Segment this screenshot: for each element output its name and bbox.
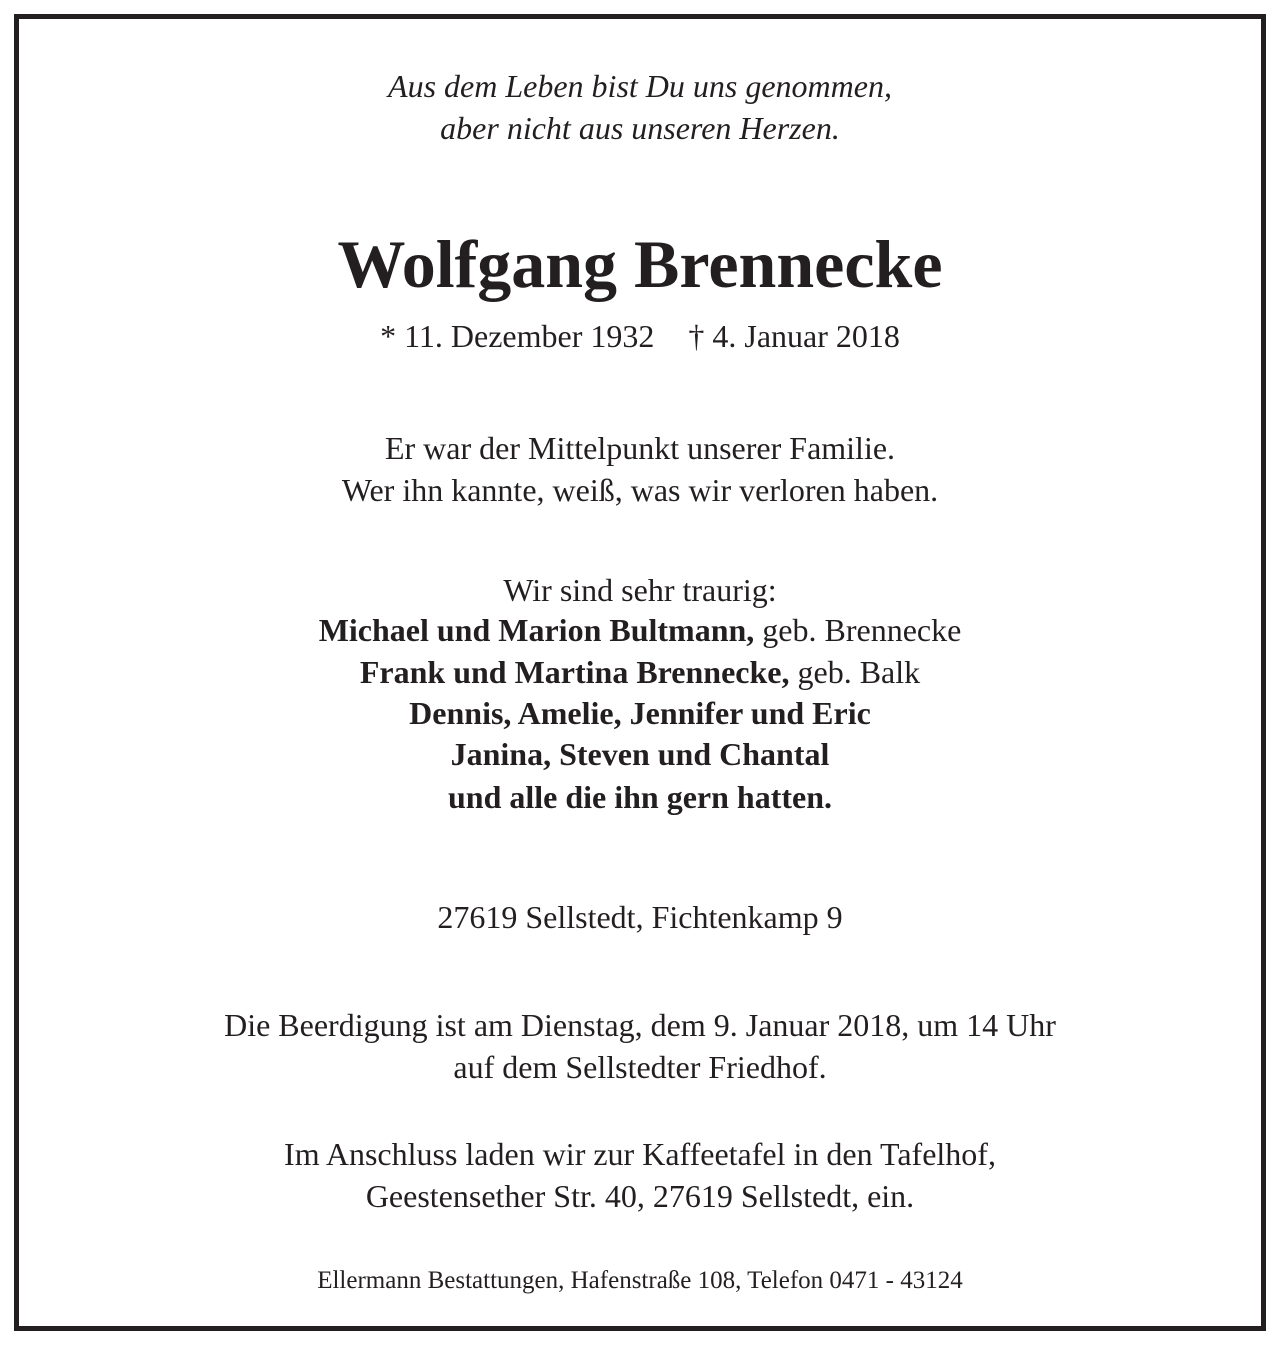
funeral-line-2: auf dem Sellstedter Friedhof. xyxy=(453,1049,827,1085)
mourner-family-1 xyxy=(0,614,1280,646)
family-address: 27619 Sellstedt, Fichtenkamp 9 xyxy=(437,899,843,935)
mourner-family-2-birthname: geb. Balk xyxy=(797,654,921,690)
deceased-name: Wolfgang Brennecke xyxy=(337,226,943,302)
tribute-line-1: Er war der Mittelpunkt unserer Familie. xyxy=(384,430,896,466)
mourner-family-1-birthname: geb. Brennecke xyxy=(762,612,962,648)
reception-line-1: Im Anschluss laden wir zur Kaffeetafel in den Tafelhof, xyxy=(284,1136,996,1172)
life-dates xyxy=(0,320,1280,352)
funeral-line-1: Die Beerdigung ist am Dienstag, dem 9. Januar 2018, um 14 Uhr xyxy=(224,1007,1056,1043)
mourner-grandchildren-1: Dennis, Amelie, Jennifer und Eric xyxy=(409,695,871,731)
mourner-family-2-names: Frank und Martina Brennecke, xyxy=(359,654,790,690)
birth-date: * 11. Dezember 1932 xyxy=(380,318,655,354)
mourner-family-1-names: Michael und Marion Bultmann, xyxy=(318,612,755,648)
tribute-line-2: Wer ihn kannte, weiß, was wir verloren haben. xyxy=(341,472,939,508)
death-date: † 4. Januar 2018 xyxy=(688,318,900,354)
mourner-family-2 xyxy=(0,656,1280,688)
reception-line-2: Geestensether Str. 40, 27619 Sellstedt, ein. xyxy=(365,1178,915,1214)
motto-line-2: aber nicht aus unseren Herzen. xyxy=(440,110,840,146)
undertaker-info: Ellermann Bestattungen, Hafenstraße 108, Telefon 0471 - 43124 xyxy=(317,1267,963,1294)
motto-line-1: Aus dem Leben bist Du uns genommen, xyxy=(388,68,892,104)
mourner-grandchildren-2: Janina, Steven und Chantal xyxy=(450,736,830,772)
mourners-intro: Wir sind sehr traurig: xyxy=(503,572,777,608)
mourners-closing: und alle die ihn gern hatten. xyxy=(447,779,833,815)
